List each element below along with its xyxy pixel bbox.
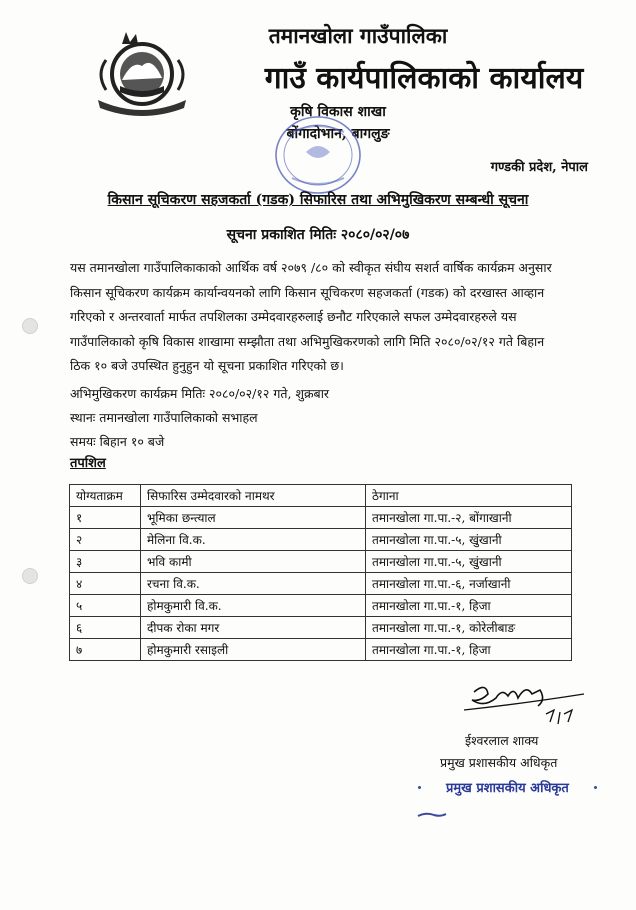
cell-rank: ६ xyxy=(70,617,141,639)
punch-hole-top xyxy=(22,318,38,334)
table-row xyxy=(70,639,572,661)
municipality-name: तमानखोला गाउँपालिका xyxy=(268,23,448,48)
notice-subject: किसान सूचिकरण सहजकर्ता (गडक) सिफारिस तथा अभिमुखिकरण सम्बन्धी सूचना xyxy=(107,192,529,208)
cell-rank: २ xyxy=(70,529,141,551)
program-venue: स्थानः तमानखोला गाउँपालिकाको सभाहल xyxy=(70,410,258,425)
cell-address: तमानखोला गा.पा.-६, नर्जाखानी xyxy=(366,573,572,595)
publish-date: सूचना प्रकाशित मितिः २०८०/०२/०७ xyxy=(226,227,410,243)
cell-address: तमानखोला गा.पा.-५, खुंखानी xyxy=(366,551,572,573)
tapsil-heading: तपशिल xyxy=(70,456,106,471)
cell-address: तमानखोला गा.पा.-२, बोंगाखानी xyxy=(366,507,572,529)
table-header-row xyxy=(70,485,572,507)
office-seal-stamp xyxy=(270,112,366,198)
body-line: गरिएको र अन्तरवार्ता मार्फत तपशिलका उम्मेदवारहरुलाई छनौट गरिएकाले सफल उम्मेदवारहरुले यस xyxy=(70,309,517,325)
col-address: ठेगाना xyxy=(366,485,572,507)
cell-name: होमकुमारी वि.क. xyxy=(141,595,366,617)
body-line: किसान सूचिकरण कार्यक्रम कार्यान्वयनको लागि किसान सूचिकरण सहजकर्ता (गडक) को दरखास्त आव्हान xyxy=(70,284,545,300)
program-date: अभिमुखिकरण कार्यक्रम मितिः २०८०/०२/१२ गते, शुक्रबार xyxy=(70,386,330,401)
table-row xyxy=(70,595,572,617)
table-row xyxy=(70,573,572,595)
branch-name: कृषि विकास शाखा xyxy=(290,104,386,120)
signatory-name: ईश्वरलाल शाक्य xyxy=(465,733,539,748)
cell-address: तमानखोला गा.पा.-१, हिजा xyxy=(366,595,572,617)
cell-name: दीपक रोका मगर xyxy=(141,617,366,639)
office-name: गाउँ कार्यपालिकाको कार्यालय xyxy=(264,61,584,96)
cell-rank: ४ xyxy=(70,573,141,595)
table-row xyxy=(70,529,572,551)
cell-address: तमानखोला गा.पा.-५, खुंखानी xyxy=(366,529,572,551)
body-line: गाउँपालिकाको कृषि विकास शाखामा सम्झौता तथा अभिमुखिकरणको लागि मिति २०८०/०२/१२ गते बिहान xyxy=(70,333,545,349)
designation-stamp: प्रमुख प्रशासकीय अधिकृत xyxy=(446,781,569,796)
body-line: ठिक १० बजे उपस्थित हुनुहुन यो सूचना प्रकाशित गरिएको छ। xyxy=(70,358,344,374)
table-row xyxy=(70,617,572,639)
col-name: सिफारिस उम्मेदवारको नामथर xyxy=(141,485,366,507)
signatory-title: प्रमुख प्रशासकीय अधिकृत xyxy=(440,755,558,770)
table-row xyxy=(70,551,572,573)
province-label: गण्डकी प्रदेश, नेपाल xyxy=(490,160,588,175)
candidates-table xyxy=(69,484,572,661)
col-rank: योग्यताक्रम xyxy=(70,485,141,507)
office-address: बोंगादोभान, बागलुङ xyxy=(286,126,390,142)
stamp-ink-mark xyxy=(416,808,448,820)
cell-address: तमानखोला गा.पा.-१, कोरेलीबाङ xyxy=(366,617,572,639)
cell-address: तमानखोला गा.पा.-१, हिजा xyxy=(366,639,572,661)
notice-body xyxy=(70,256,580,379)
cell-name: रचना वि.क. xyxy=(141,573,366,595)
cell-name: मेलिना वि.क. xyxy=(141,529,366,551)
cell-rank: ५ xyxy=(70,595,141,617)
table-row xyxy=(70,507,572,529)
handwritten-signature xyxy=(460,678,590,734)
cell-name: होमकुमारी रसाइली xyxy=(141,639,366,661)
body-line: यस तमानखोला गाउँपालिकाकाको आर्थिक वर्ष २०७९ /८० को स्वीकृत संघीय सशर्त वार्षिक कार्यक्रम अनुसार xyxy=(70,260,552,275)
cell-name: भूमिका छन्त्याल xyxy=(141,507,366,529)
cell-rank: ३ xyxy=(70,551,141,573)
cell-name: भवि कामी xyxy=(141,551,366,573)
program-time: समयः बिहान १० बजे xyxy=(70,434,165,449)
stamp-dot xyxy=(418,786,421,789)
stamp-dot xyxy=(594,786,597,789)
punch-hole-bottom xyxy=(22,568,38,584)
cell-rank: ७ xyxy=(70,639,141,661)
cell-rank: १ xyxy=(70,507,141,529)
